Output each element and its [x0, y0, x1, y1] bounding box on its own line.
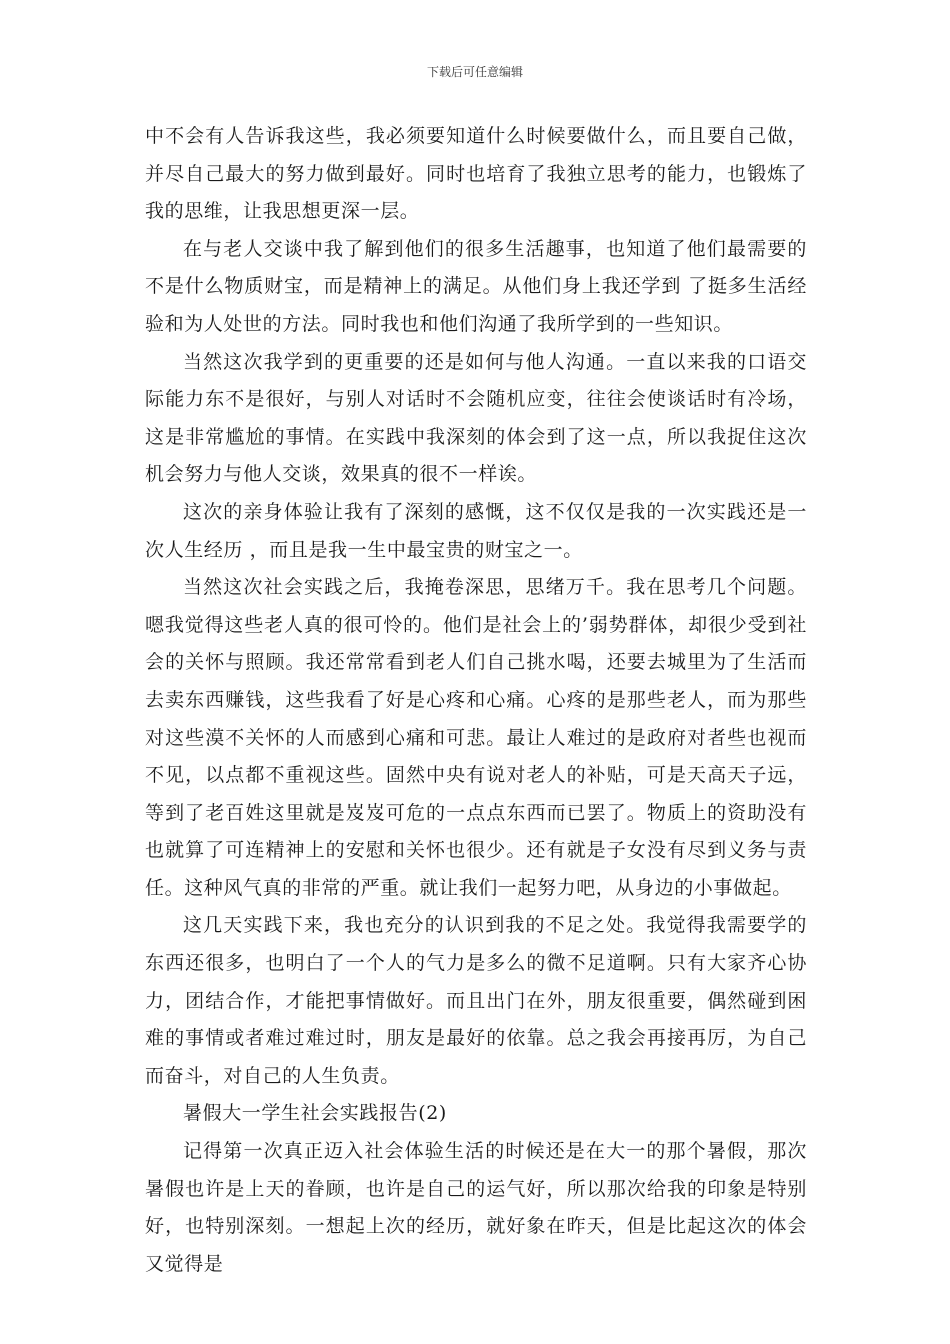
paragraph-5: 当然这次社会实践之后，我掩卷深思，思绪万千。我在思考几个问题。嗯我觉得这些老人真的很可怜的。他们是社会上的’弱势群体，却很少受到社会的关怀与照顾。我还常常看到老人们自己挑水喝，还要去城里为了生活而去卖东西赚钱，这些我看了好是心疼和心痛。心疼的是那些老人，而为那些对这些漠不关怀的人而感到心痛和可悲。最让人难过的是政府对者些也视而不见，以点都不重视这些。固然中央有说对老人的补贴，可是天高天子远，等到了老百姓这里就是岌岌可危的一点点东西而已罢了。物质上的资助没有也就算了可连精神上的安慰和关怀也很少。还有就是子女没有尽到义务与责任。这种风气真的非常的严重。就让我们一起努力吧，从身边的小事做起。 — [145, 576, 807, 899]
paragraph-6: 这几天实践下来，我也充分的认识到我的不足之处。我觉得我需要学的东西还很多，也明白了一个人的气力是多么的微不足道啊。只有大家齐心协力，团结合作，才能把事情做好。而且出门在外，朋友很重要，偶然碰到困难的事情或者难过难过时，朋友是最好的依靠。总之我会再接再厉，为自己而奋斗，对自己的人生负责。 — [145, 914, 807, 1087]
paragraph-3: 当然这次我学到的更重要的还是如何与他人沟通。一直以来我的口语交际能力东不是很好，与别人对话时不会随机应变，往往会使谈话时有冷场，这是非常尴尬的事情。在实践中我深刻的体会到了这一点，所以我捉住这次机会努力与他人交谈，效果真的很不一样诶。 — [145, 350, 807, 486]
section-heading: 暑假大一学生社会实践报告(2) — [183, 1102, 447, 1125]
page-header-note: 下载后可任意编辑 — [426, 65, 523, 79]
paragraph-1: 中不会有人告诉我这些，我必须要知道什么时候要做什么，而且要自己做，并尽自己最大的努力做到最好。同时也培育了我独立思考的能力，也锻炼了我的思维，让我思想更深一层。 — [145, 125, 807, 223]
paragraph-7: 记得第一次真正迈入社会体验生活的时候还是在大一的那个暑假，那次暑假也许是上天的眷顾，也许是自己的运气好，所以那次给我的印象是特别好，也特别深刻。一想起上次的经历，就好象在昨天，但是比起这次的体会又觉得是 — [145, 1140, 807, 1275]
paragraph-4: 这次的亲身体验让我有了深刻的感慨，这不仅仅是我的一次实践还是一次人生经历 ，而且是我一生中最宝贵的财宝之一。 — [145, 500, 807, 561]
document-body — [145, 118, 807, 1283]
paragraph-2: 在与老人交谈中我了解到他们的很多生活趣事，也知道了他们最需要的不是什么物质财宝，而是精神上的满足。从他们身上我还学到 了挺多生活经验和为人处世的方法。同时我也和他们沟通了我所学到的一些知识。 — [145, 237, 807, 335]
